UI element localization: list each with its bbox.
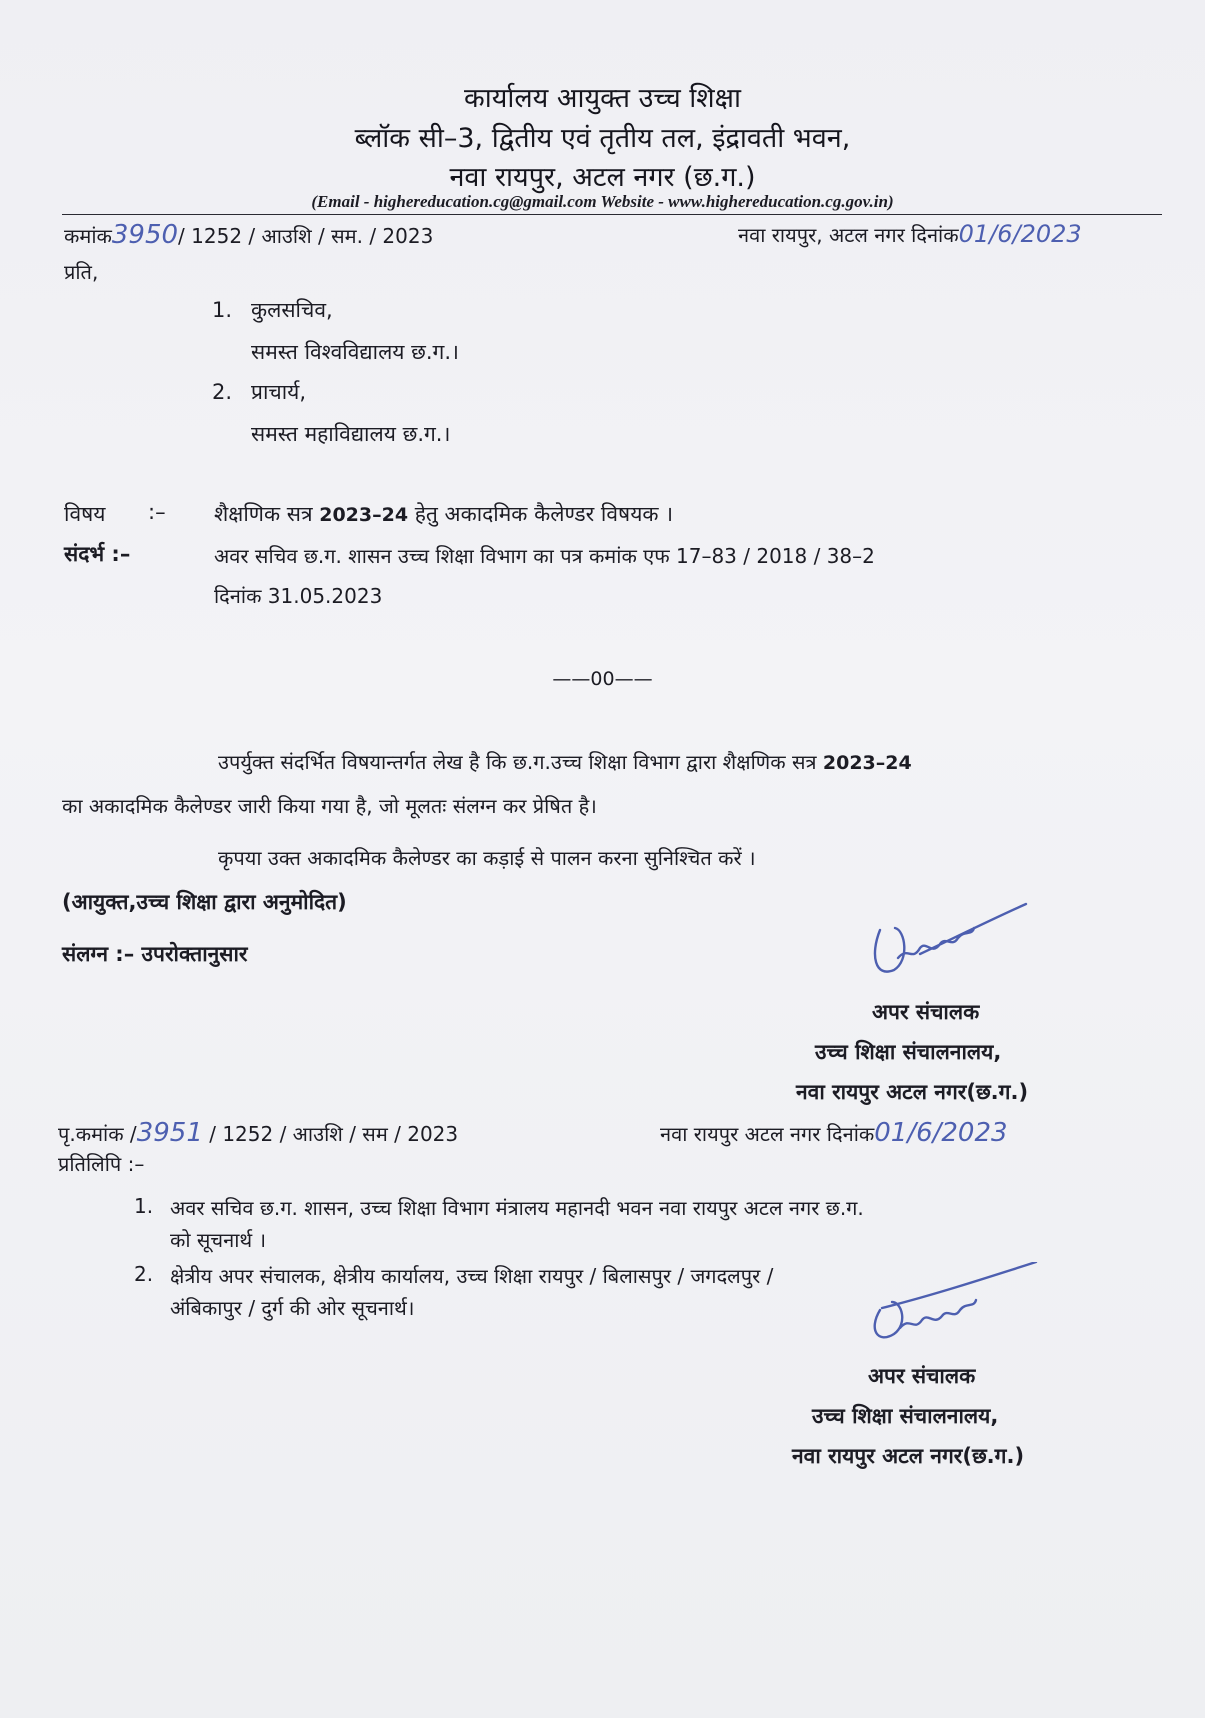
body-para2: कृपया उक्त अकादमिक कैलेण्डर का कड़ाई से पालन करना सुनिश्चित करें । [218,846,756,870]
to-item-2-title: प्राचार्य, [251,380,307,404]
copy-item-1-num: 1. [134,1194,154,1218]
signature-1-office: उच्च शिक्षा संचालनालय, [815,1040,1002,1064]
signature-2 [860,1262,1040,1352]
copy-ref-date-label: नवा रायपुर अटल नगर दिनांक [660,1122,875,1146]
subject-text-b: हेतु अकादमिक कैलेण्डर विषयक । [408,502,674,526]
signature-2-place: नवा रायपुर अटल नगर(छ.ग.) [792,1444,1025,1468]
ref-date-label: नवा रायपुर, अटल नगर दिनांक [738,223,959,247]
copy-item-2-line2: अंबिकापुर / दुर्ग की ओर सूचनार्थ। [170,1296,415,1320]
subject-text [214,500,673,528]
copy-ref-rest: / 1252 / आउशि / सम / 2023 [209,1122,459,1146]
header-rule [62,214,1162,215]
signature-1-title: अपर संचालक [872,1000,980,1024]
subject-text-a: शैक्षणिक सत्र [214,502,320,526]
reference-line2: दिनांक 31.05.2023 [214,584,383,608]
to-item-2-desc: समस्त महाविद्यालय छ.ग.। [251,422,451,446]
office-contact: (Email - highereducation.cg@gmail.com Website - www.highereducation.cg.gov.in) [311,192,894,211]
copy-label: प्रतिलिपि :– [58,1152,145,1176]
ref-date [738,220,1082,248]
body-para1-line1 [218,748,912,775]
ref-prefix: कमांक [64,224,112,248]
ref-rest: / 1252 / आउशि / सम. / 2023 [178,224,434,248]
signature-1 [860,900,1030,990]
copy-item-1-line2: को सूचनार्थ । [170,1228,267,1252]
copy-item-2-num: 2. [134,1262,154,1286]
to-item-1-num: 1. [212,298,233,322]
copy-ref-number-handwritten: 3951 [136,1118,203,1148]
signature-1-place: नवा रायपुर अटल नगर(छ.ग.) [796,1080,1029,1104]
signature-2-office: उच्च शिक्षा संचालनालय, [812,1404,999,1428]
to-item-1-title: कुलसचिव, [251,298,333,322]
body-para1-line2: का अकादमिक कैलेण्डर जारी किया गया है, जो मूलतः संलग्न कर प्रेषित है। [62,794,597,818]
copy-ref-line [58,1118,458,1148]
subject-sep: :– [148,500,166,524]
body-para1-year: 2023–24 [822,752,912,774]
office-address: ब्लॉक सी–3, द्वितीय एवं तृतीय तल, इंद्रावती भवन, [354,123,851,154]
to-item-2-num: 2. [212,380,233,404]
copy-ref-date-handwritten: 01/6/2023 [874,1118,1008,1148]
divider: ——00—— [552,668,653,690]
subject-label: विषय [64,502,106,526]
ref-date-handwritten: 01/6/2023 [958,220,1082,248]
signature-2-title: अपर संचालक [868,1364,976,1388]
reference-label: संदर्भ :– [64,542,131,566]
copy-item-2-line1: क्षेत्रीय अपर संचालक, क्षेत्रीय कार्यालय, उच्च शिक्षा रायपुर / बिलासपुर / जगदलपुर / [170,1264,774,1288]
ref-number-handwritten: 3950 [111,220,179,250]
copy-ref-prefix: पृ.कमांक / [58,1122,137,1146]
body-para1-text: उपर्युक्त संदर्भित विषयान्तर्गत लेख है कि छ.ग.उच्च शिक्षा विभाग द्वारा शैक्षणिक सत्र [218,750,823,774]
to-label: प्रति, [64,260,99,284]
copy-item-1-line1: अवर सचिव छ.ग. शासन, उच्च शिक्षा विभाग मंत्रालय महानदी भवन नवा रायपुर अटल नगर छ.ग. [170,1196,864,1220]
office-title: कार्यालय आयुक्त उच्च शिक्षा [463,83,742,114]
approval-note: (आयुक्त,उच्च शिक्षा द्वारा अनुमोदित) [62,890,347,914]
copy-ref-date [660,1118,1008,1148]
reference-line1: अवर सचिव छ.ग. शासन उच्च शिक्षा विभाग का पत्र कमांक एफ 17–83 / 2018 / 38–2 [214,544,875,568]
ref-line [64,220,433,250]
to-item-1-desc: समस्त विश्वविद्यालय छ.ग.। [251,340,460,364]
subject-year: 2023–24 [319,504,409,526]
office-city: नवा रायपुर, अटल नगर (छ.ग.) [449,162,756,193]
enclosure-note: संलग्न :– उपरोक्तानुसार [62,942,248,966]
